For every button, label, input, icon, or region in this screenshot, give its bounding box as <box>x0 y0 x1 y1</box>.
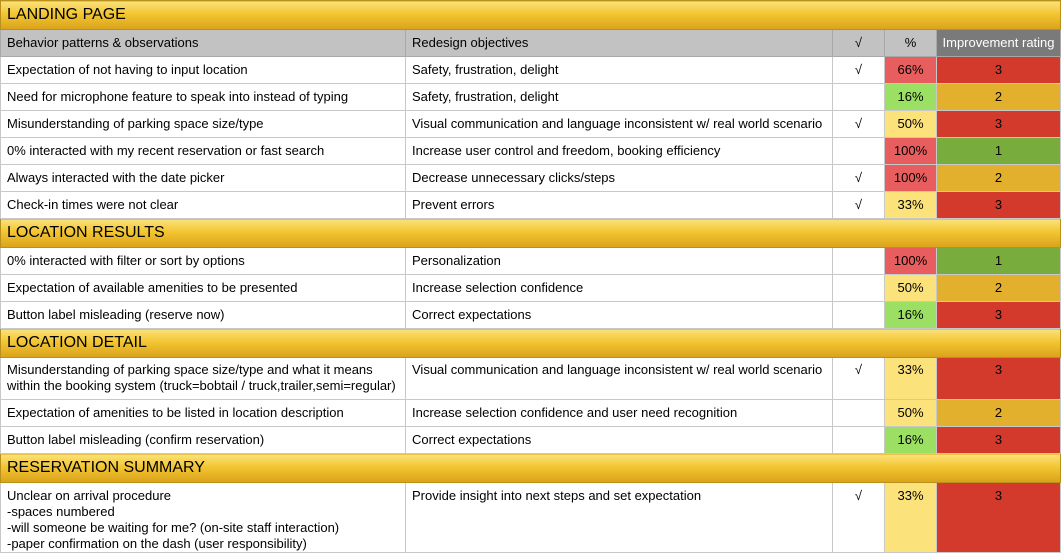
section-header-location-detail <box>1 329 1061 358</box>
table-row <box>1 248 1061 275</box>
column-header-objective[interactable]: Redesign objectives <box>406 30 833 57</box>
objective-cell[interactable]: Safety, frustration, delight <box>406 84 833 111</box>
rating-cell[interactable]: 1 <box>937 248 1061 275</box>
rating-cell[interactable]: 2 <box>937 165 1061 192</box>
checkmark-cell[interactable] <box>833 400 885 427</box>
objective-cell[interactable]: Visual communication and language inconsistent w/ real world scenario <box>406 111 833 138</box>
rating-cell[interactable]: 3 <box>937 483 1061 553</box>
rating-cell[interactable]: 1 <box>937 138 1061 165</box>
rating-cell[interactable]: 3 <box>937 358 1061 400</box>
section-header-reservation-summary <box>1 454 1061 483</box>
rating-cell[interactable]: 3 <box>937 427 1061 454</box>
percent-cell[interactable]: 16% <box>885 84 937 111</box>
rating-cell[interactable]: 2 <box>937 84 1061 111</box>
table-row <box>1 165 1061 192</box>
behavior-cell[interactable]: Expectation of amenities to be listed in location description <box>1 400 406 427</box>
table-row <box>1 192 1061 219</box>
objective-cell[interactable]: Safety, frustration, delight <box>406 57 833 84</box>
checkmark-cell[interactable] <box>833 138 885 165</box>
checkmark-cell[interactable]: √ <box>833 358 885 400</box>
behavior-cell[interactable] <box>1 483 406 553</box>
behavior-line: Misunderstanding of parking space size/type and what it means <box>7 362 373 377</box>
rating-cell[interactable]: 3 <box>937 302 1061 329</box>
percent-cell[interactable]: 33% <box>885 483 937 553</box>
section-title: LOCATION RESULTS <box>1 219 1061 248</box>
objective-cell[interactable]: Decrease unnecessary clicks/steps <box>406 165 833 192</box>
table-row <box>1 138 1061 165</box>
percent-cell[interactable]: 33% <box>885 192 937 219</box>
percent-cell[interactable]: 16% <box>885 302 937 329</box>
behavior-cell[interactable]: Misunderstanding of parking space size/type <box>1 111 406 138</box>
checkmark-cell[interactable]: √ <box>833 111 885 138</box>
checkmark-cell[interactable] <box>833 302 885 329</box>
percent-cell[interactable]: 66% <box>885 57 937 84</box>
column-header-check[interactable]: √ <box>833 30 885 57</box>
section-header-location-results <box>1 219 1061 248</box>
column-header-percent[interactable]: % <box>885 30 937 57</box>
objective-cell[interactable]: Increase selection confidence and user need recognition <box>406 400 833 427</box>
table-row <box>1 57 1061 84</box>
percent-cell[interactable]: 16% <box>885 427 937 454</box>
rating-cell[interactable]: 3 <box>937 57 1061 84</box>
rating-cell[interactable]: 2 <box>937 275 1061 302</box>
table-row <box>1 302 1061 329</box>
section-header-landing-page <box>1 1 1061 30</box>
section-title: LANDING PAGE <box>1 1 1061 30</box>
objective-cell[interactable]: Correct expectations <box>406 302 833 329</box>
table-row <box>1 483 1061 553</box>
checkmark-cell[interactable]: √ <box>833 165 885 192</box>
behavior-cell[interactable]: Expectation of not having to input location <box>1 57 406 84</box>
behavior-line: Unclear on arrival procedure <box>7 488 172 503</box>
table-row <box>1 400 1061 427</box>
checkmark-cell[interactable] <box>833 427 885 454</box>
behavior-line: -spaces numbered <box>7 504 115 519</box>
percent-cell[interactable]: 100% <box>885 138 937 165</box>
behavior-cell[interactable]: Always interacted with the date picker <box>1 165 406 192</box>
behavior-line: -paper confirmation on the dash (user responsibility) <box>7 536 307 551</box>
column-header-rating[interactable]: Improvement rating <box>937 30 1061 57</box>
percent-cell[interactable]: 50% <box>885 275 937 302</box>
objective-cell[interactable]: Provide insight into next steps and set expectation <box>406 483 833 553</box>
checkmark-cell[interactable]: √ <box>833 192 885 219</box>
rating-cell[interactable]: 3 <box>937 111 1061 138</box>
behavior-cell[interactable]: Expectation of available amenities to be presented <box>1 275 406 302</box>
rating-cell[interactable]: 3 <box>937 192 1061 219</box>
table-row <box>1 111 1061 138</box>
checkmark-cell[interactable]: √ <box>833 57 885 84</box>
section-title: LOCATION DETAIL <box>1 329 1061 358</box>
percent-cell[interactable]: 50% <box>885 111 937 138</box>
objective-cell[interactable]: Prevent errors <box>406 192 833 219</box>
behavior-cell[interactable]: 0% interacted with filter or sort by options <box>1 248 406 275</box>
rating-cell[interactable]: 2 <box>937 400 1061 427</box>
objective-cell[interactable]: Visual communication and language inconsistent w/ real world scenario <box>406 358 833 400</box>
checkmark-cell[interactable] <box>833 275 885 302</box>
checkmark-cell[interactable] <box>833 248 885 275</box>
table-row <box>1 275 1061 302</box>
column-header-row <box>1 30 1061 57</box>
table-row <box>1 427 1061 454</box>
table-row <box>1 84 1061 111</box>
behavior-cell[interactable]: Need for microphone feature to speak into instead of typing <box>1 84 406 111</box>
behavior-cell[interactable]: Button label misleading (reserve now) <box>1 302 406 329</box>
percent-cell[interactable]: 100% <box>885 165 937 192</box>
table-row <box>1 358 1061 400</box>
percent-cell[interactable]: 100% <box>885 248 937 275</box>
percent-cell[interactable]: 50% <box>885 400 937 427</box>
objective-cell[interactable]: Personalization <box>406 248 833 275</box>
objective-cell[interactable]: Increase selection confidence <box>406 275 833 302</box>
behavior-cell[interactable]: Check-in times were not clear <box>1 192 406 219</box>
behavior-cell[interactable] <box>1 358 406 400</box>
checkmark-cell[interactable] <box>833 84 885 111</box>
behavior-cell[interactable]: 0% interacted with my recent reservation or fast search <box>1 138 406 165</box>
column-header-behavior[interactable]: Behavior patterns & observations <box>1 30 406 57</box>
checkmark-cell[interactable]: √ <box>833 483 885 553</box>
percent-cell[interactable]: 33% <box>885 358 937 400</box>
objective-cell[interactable]: Increase user control and freedom, booking efficiency <box>406 138 833 165</box>
behavior-line: -will someone be waiting for me? (on-site staff interaction) <box>7 520 340 535</box>
behavior-cell[interactable]: Button label misleading (confirm reservation) <box>1 427 406 454</box>
objective-cell[interactable]: Correct expectations <box>406 427 833 454</box>
behavior-line: within the booking system (truck=bobtail / truck,trailer,semi=regular) <box>7 378 396 393</box>
section-title: RESERVATION SUMMARY <box>1 454 1061 483</box>
